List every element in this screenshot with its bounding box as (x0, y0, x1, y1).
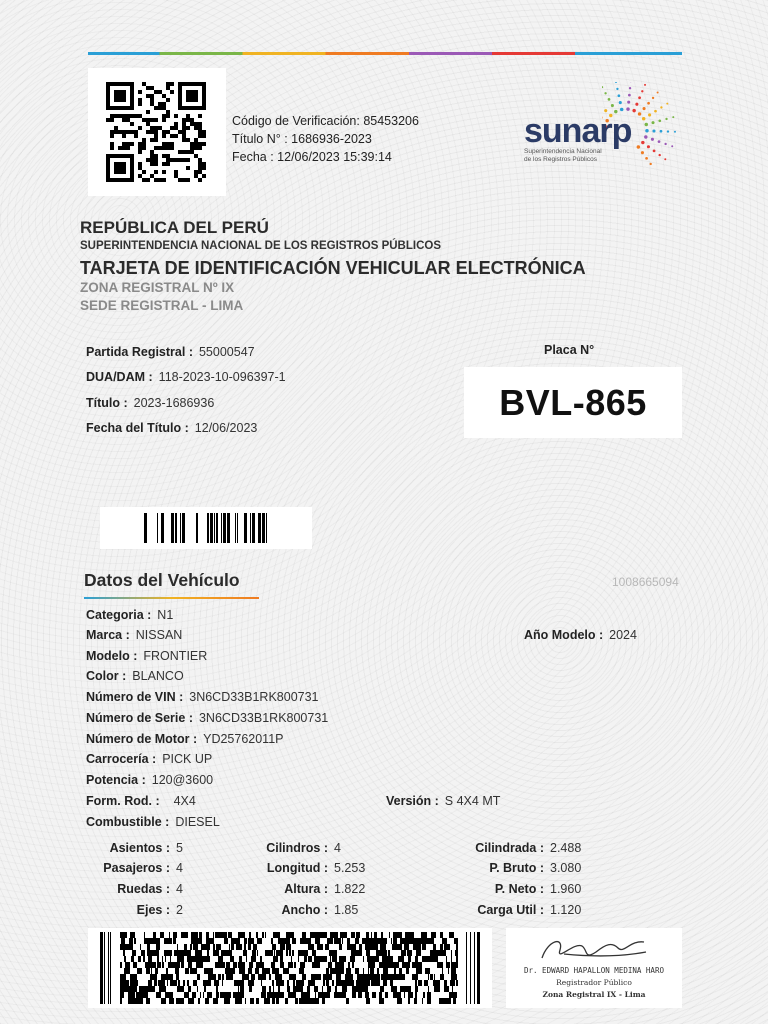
cilindros-row (240, 840, 341, 856)
ruedas-label: Ruedas : (117, 882, 170, 896)
partida-row (86, 344, 255, 360)
pasajeros-value: 4 (176, 861, 183, 875)
registrar-zone: Zona Registral IX - Lima (542, 990, 646, 999)
pneto-row (440, 881, 581, 897)
modelo-row (86, 648, 207, 664)
carroceria-label: Carrocería : (86, 752, 157, 766)
vin-value: 3N6CD33B1RK800731 (189, 690, 319, 704)
document-title: TARJETA DE IDENTIFICACIÓN VEHICULAR ELECTRÓNICA (80, 258, 586, 278)
registry-zone: ZONA REGISTRAL Nº IX (80, 280, 235, 295)
registrar-role: Registrador Público (556, 978, 632, 987)
title-number: Título N° : 1686936-2023 (232, 132, 372, 146)
motor-row (86, 731, 284, 747)
fecha-titulo-value: 12/06/2023 (194, 421, 258, 435)
barcode-2d-large (88, 928, 492, 1008)
heading-underline (84, 597, 259, 599)
ruedas-value: 4 (176, 882, 183, 896)
registrar-signature (506, 928, 682, 1008)
categoria-row (86, 607, 173, 623)
vehicle-data-heading: Datos del Vehículo (84, 570, 240, 590)
marca-row (86, 627, 182, 643)
longitud-value: 5.253 (334, 861, 366, 875)
partida-value: 55000547 (198, 345, 255, 359)
marca-label: Marca : (86, 628, 130, 642)
potencia-value: 120@3600 (151, 773, 214, 787)
dua-label: DUA/DAM : (86, 370, 153, 384)
barcode-small (100, 507, 312, 549)
cilindrada-value: 2.488 (550, 841, 582, 855)
combustible-row (86, 814, 220, 830)
ancho-row (240, 902, 358, 918)
country-heading: REPÚBLICA DEL PERÚ (80, 218, 269, 237)
carroceria-value: PICK UP (162, 752, 213, 766)
verification-info (232, 112, 419, 166)
partida-label: Partida Registral : (86, 345, 193, 359)
version-row (386, 793, 500, 809)
combustible-value: DIESEL (175, 815, 220, 829)
color-value: BLANCO (132, 669, 184, 683)
altura-value: 1.822 (334, 882, 366, 896)
cargautil-label: Carga Util : (477, 903, 544, 917)
anio-row (524, 627, 637, 643)
registrar-name: Dr. EDWARD HAPALLON MEDINA HARO (524, 966, 664, 975)
cargautil-row (440, 902, 581, 918)
pneto-label: P. Neto : (494, 882, 544, 896)
vin-label: Número de VIN : (86, 690, 184, 704)
categoria-value: N1 (157, 608, 174, 622)
pbruto-value: 3.080 (550, 861, 582, 875)
anio-label: Año Modelo : (524, 628, 604, 642)
ejes-row (86, 902, 183, 918)
verification-code: Código de Verificación: 85453206 (232, 114, 419, 128)
ancho-value: 1.85 (334, 903, 359, 917)
pbruto-row (440, 860, 581, 876)
categoria-label: Categoria : (86, 608, 152, 622)
document-serial: 1008665094 (612, 575, 679, 589)
altura-label: Altura : (284, 882, 328, 896)
titulo-label: Título : (86, 396, 128, 410)
pasajeros-label: Pasajeros : (103, 861, 170, 875)
formrod-row (86, 793, 196, 809)
cilindrada-row (440, 840, 581, 856)
version-value: S 4X4 MT (444, 794, 501, 808)
potencia-row (86, 772, 213, 788)
logo-subtitle-line-1: Superintendencia Nacional (524, 148, 602, 155)
marca-value: NISSAN (135, 628, 183, 642)
anio-value: 2024 (609, 628, 637, 642)
titulo-row (86, 395, 214, 411)
potencia-label: Potencia : (86, 773, 146, 787)
color-label: Color : (86, 669, 127, 683)
motor-label: Número de Motor : (86, 732, 198, 746)
sunarp-logo (520, 80, 700, 170)
plate-box (464, 367, 682, 438)
modelo-value: FRONTIER (143, 649, 208, 663)
vin-row (86, 689, 319, 705)
longitud-label: Longitud : (266, 861, 328, 875)
formrod-value: 4X4 (173, 794, 196, 808)
dua-value: 118-2023-10-096397-1 (158, 370, 286, 384)
asientos-value: 5 (176, 841, 183, 855)
formrod-label: Form. Rod. : (86, 794, 160, 808)
cilindrada-label: Cilindrada : (475, 841, 544, 855)
longitud-row (240, 860, 365, 876)
altura-row (240, 881, 365, 897)
issue-datetime: Fecha : 12/06/2023 15:39:14 (232, 150, 392, 164)
version-label: Versión : (386, 794, 439, 808)
combustible-label: Combustible : (86, 815, 170, 829)
registry-seat: SEDE REGISTRAL - LIMA (80, 298, 244, 313)
modelo-label: Modelo : (86, 649, 138, 663)
pneto-value: 1.960 (550, 882, 582, 896)
ruedas-row (86, 881, 183, 897)
serie-label: Número de Serie : (86, 711, 193, 725)
ejes-value: 2 (176, 903, 183, 917)
pbruto-label: P. Bruto : (489, 861, 544, 875)
logo-subtitle (524, 148, 634, 163)
serie-value: 3N6CD33B1RK800731 (198, 711, 329, 725)
dua-row (86, 369, 286, 385)
asientos-label: Asientos : (109, 841, 170, 855)
titulo-value: 2023-1686936 (133, 396, 215, 410)
handwritten-signature (534, 932, 654, 966)
motor-value: YD25762011P (203, 732, 284, 746)
logo-wordmark: sunarp (524, 112, 632, 150)
qr-code (88, 68, 226, 196)
fecha-titulo-row (86, 420, 257, 436)
ejes-label: Ejes : (136, 903, 170, 917)
ancho-label: Ancho : (281, 903, 328, 917)
cargautil-value: 1.120 (550, 903, 582, 917)
agency-heading: SUPERINTENDENCIA NACIONAL DE LOS REGISTROS PÚBLICOS (80, 240, 442, 252)
fecha-titulo-label: Fecha del Título : (86, 421, 189, 435)
color-stripe (88, 52, 682, 55)
plate-number: BVL-865 (499, 381, 647, 423)
carroceria-row (86, 751, 212, 767)
cilindros-value: 4 (334, 841, 341, 855)
cilindros-label: Cilindros : (266, 841, 328, 855)
logo-subtitle-line-2: de los Registros Públicos (524, 155, 597, 163)
serie-row (86, 710, 328, 726)
pasajeros-row (86, 860, 183, 876)
asientos-row (86, 840, 183, 856)
plate-label: Placa N° (544, 343, 595, 357)
color-row (86, 668, 184, 684)
